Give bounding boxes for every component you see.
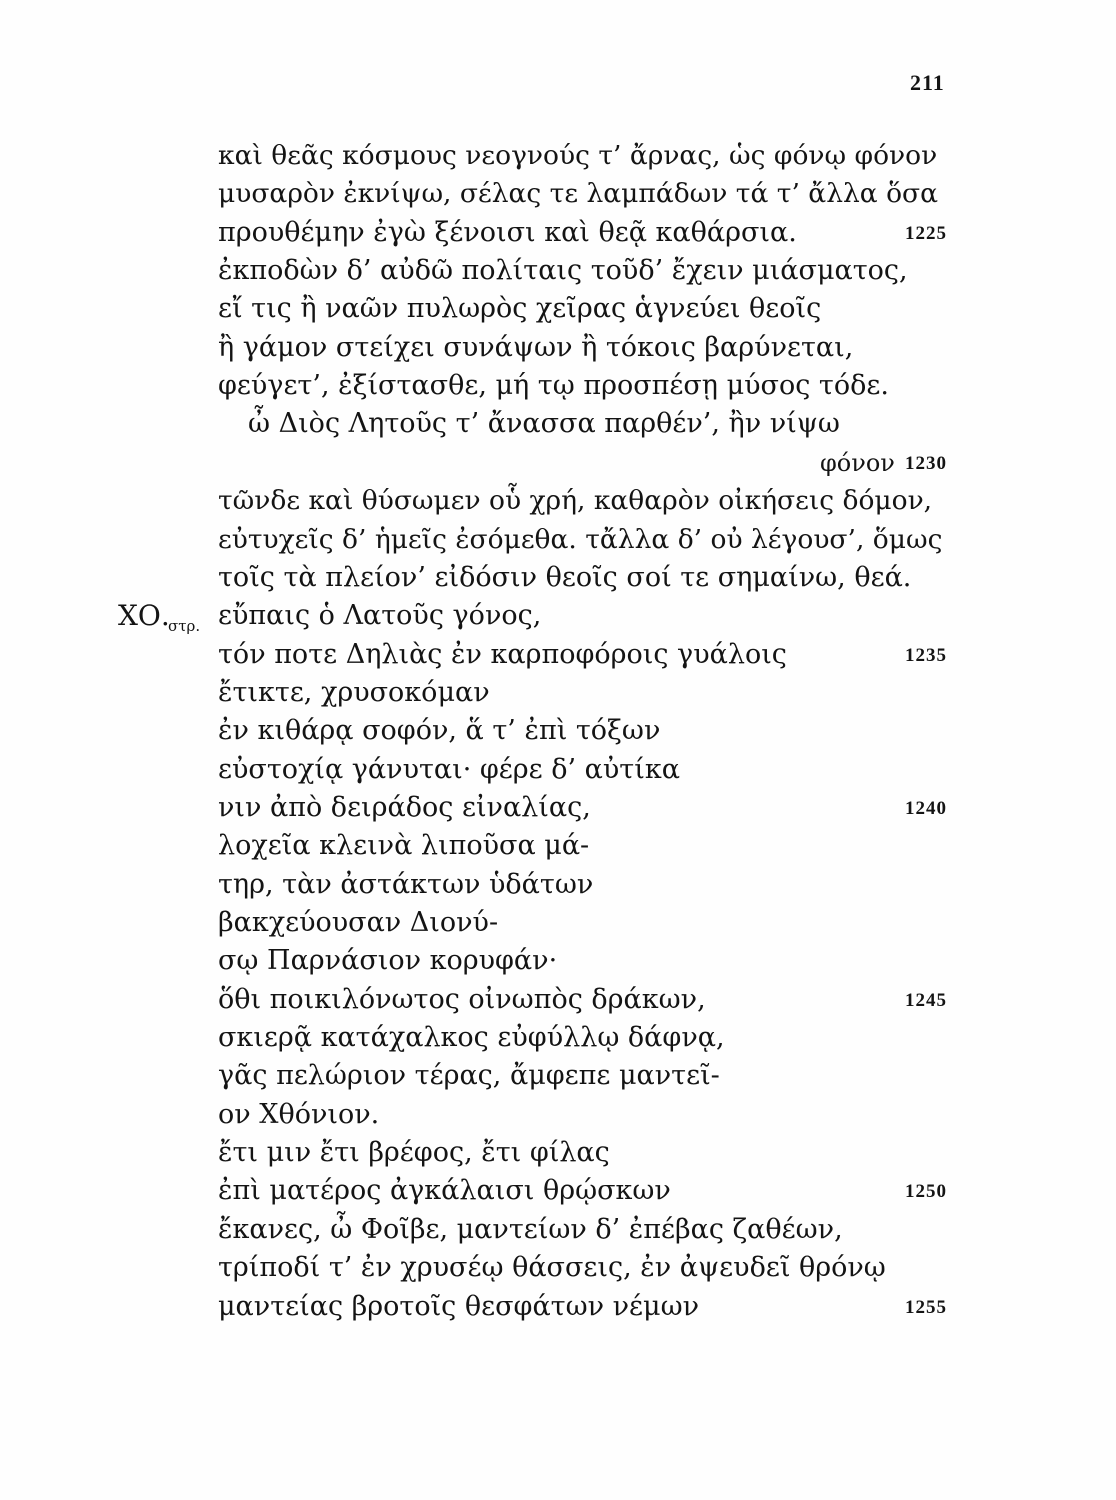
verse-line (0, 675, 1116, 711)
verse-line (0, 828, 1116, 864)
speaker-section-label: στρ. (168, 617, 201, 636)
verse-line (0, 560, 1116, 596)
verse-line (0, 1020, 1116, 1056)
verse-text: μαντείας βροτοῖς θεσφάτων νέμων (218, 1290, 700, 1322)
verse-text: λοχεῖα κλεινὰ λιποῦσα μά- (218, 830, 590, 862)
verse-line (0, 1212, 1116, 1248)
verse-text: εἴ τις ἢ ναῶν πυλωρὸς χεῖρας ἁγνεύει θεοῖς (218, 293, 822, 325)
verse-text: εὐτυχεῖς δ’ ἡμεῖς ἐσόμεθα. τἄλλα δ’ οὐ λέγουσ’, ὅμως (218, 523, 943, 555)
verse-line (0, 1250, 1116, 1286)
verse-line (0, 943, 1116, 979)
verse-line (0, 713, 1116, 749)
verse-text: προυθέμην ἐγὼ ξένοισι καὶ θεᾷ καθάρσια. (218, 216, 797, 248)
verse-line (0, 1135, 1116, 1171)
verse-line (0, 176, 1116, 212)
line-number: 1225 (905, 222, 947, 244)
verse-text: γᾶς πελώριον τέρας, ἄμφεπε μαντεῖ- (218, 1060, 720, 1092)
verse-text: εὔπαις ὁ Λατοῦς γόνος, (218, 600, 542, 632)
verse-line (0, 215, 1116, 251)
verse-line (0, 291, 1116, 327)
verse-line (0, 138, 1116, 174)
verse-text: ἐπὶ ματέρος ἀγκάλαισι θρῴσκων (218, 1175, 671, 1207)
verse-text: ἢ γάμον στείχει συνάψων ἢ τόκοις βαρύνεται, (218, 331, 854, 363)
verse-line (0, 637, 1116, 673)
verse-line (0, 406, 1116, 442)
verse-line (0, 752, 1116, 788)
verse-text: φεύγετ’, ἐξίστασθε, μή τῳ προσπέσῃ μύσος τόδε. (218, 370, 889, 402)
verse-line (0, 368, 1116, 404)
line-number: 1235 (905, 644, 947, 666)
verse-line (0, 1289, 1116, 1325)
verse-line (0, 253, 1116, 289)
verse-text: ον Χθόνιον. (218, 1098, 380, 1130)
verse-text: τόν ποτε Δηλιὰς ἐν καρποφόροις γυάλοις (218, 638, 787, 670)
verse-text: σκιερᾷ κατάχαλκος εὐφύλλῳ δάφνᾳ, (218, 1022, 725, 1054)
verse-text: καὶ θεᾶς κόσμους νεογνούς τ’ ἄρνας, ὡς φόνῳ φόνον (218, 140, 938, 171)
speaker-label: ΧΟ. (118, 599, 170, 633)
verse-text: νιν ἀπὸ δειράδος εἰναλίας, (218, 791, 591, 823)
verse-text: φόνον (820, 448, 895, 477)
verse-text: βακχεύουσαν Διονύ- (218, 907, 499, 938)
verse-line (0, 598, 1116, 634)
verse-text: ὦ Διὸς Λητοῦς τ’ ἄνασσα παρθέν’, ἢν νίψω (248, 408, 840, 440)
verse-text: τηρ, τὰν ἀστάκτων ὑδάτων (218, 868, 594, 900)
line-number: 1230 (905, 452, 947, 474)
verse-line (0, 445, 1116, 481)
verse-line (0, 483, 1116, 519)
verse-line (0, 1058, 1116, 1094)
verse-line (0, 1173, 1116, 1209)
verse-text: ἔκανες, ὦ Φοῖβε, μαντείων δ’ ἐπέβας ζαθέων, (218, 1213, 843, 1245)
verse-line (0, 905, 1116, 941)
verse-line (0, 330, 1116, 366)
verse-text: ὅθι ποικιλόνωτος οἰνωπὸς δράκων, (218, 983, 706, 1015)
verse-text: τοῖς τὰ πλείον’ εἰδόσιν θεοῖς σοί τε σημαίνω, θεά. (218, 561, 912, 593)
verse-line (0, 982, 1116, 1018)
verse-text: ἐκποδὼν δ’ αὐδῶ πολίταις τοῦδ’ ἔχειν μιάσματος, (218, 255, 908, 287)
line-number: 1250 (905, 1181, 947, 1203)
line-number: 1255 (905, 1296, 947, 1318)
verse-line (0, 867, 1116, 903)
verse-text: τῶνδε καὶ θύσωμεν οὗ χρή, καθαρὸν οἰκήσεις δόμον, (218, 485, 933, 517)
page-number: 211 (910, 70, 945, 95)
verse-text: εὐστοχίᾳ γάνυται· φέρε δ’ αὐτίκα (218, 753, 680, 785)
verse-text: μυσαρὸν ἐκνίψω, σέλας τε λαμπάδων τά τ’ ἄλλα ὅσα (218, 178, 939, 210)
verse-line (0, 790, 1116, 826)
verse-line (0, 1097, 1116, 1133)
line-number: 1240 (905, 797, 947, 819)
verse-text: ἔτι μιν ἔτι βρέφος, ἔτι φίλας (218, 1137, 610, 1169)
verse-text: σῳ Παρνάσιον κορυφάν· (218, 945, 558, 977)
verse-text: τρίποδί τ’ ἐν χρυσέῳ θάσσεις, ἐν ἀψευδεῖ θρόνῳ (218, 1252, 886, 1284)
line-number: 1245 (905, 989, 947, 1011)
verse-text: ἐν κιθάρᾳ σοφόν, ἅ τ’ ἐπὶ τόξων (218, 715, 661, 747)
verse-line (0, 522, 1116, 558)
verse-text: ἔτικτε, χρυσοκόμαν (218, 676, 490, 708)
